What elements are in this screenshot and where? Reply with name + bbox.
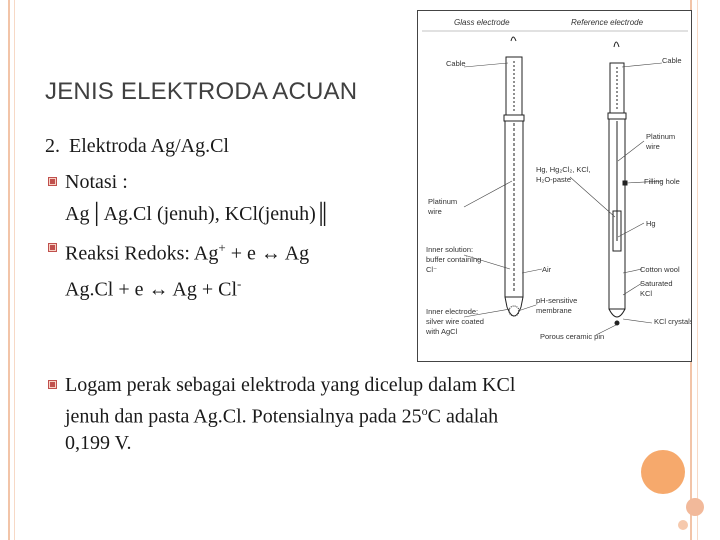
notation-label: Notasi : [65,171,128,193]
label-saturated-kcl-2: KCl [640,289,653,298]
label-inner-solution-1: Inner solution: [426,245,474,254]
description-line-2-text: jenuh dan pasta Ag.Cl. Potensialnya pada 25 [65,405,422,428]
reference-electrode [608,42,627,325]
header-reference-electrode: Reference electrode [571,18,644,27]
electrode-diagram [417,10,692,362]
bullet-marker [48,380,57,389]
glass-cable [511,37,516,41]
decor-circle-large [641,450,685,494]
electrode-diagram-svg [418,11,691,361]
redox2-superscript: - [237,276,242,291]
slide-frame-left [8,0,10,540]
label-inner-solution-3: Cl⁻ [426,265,438,274]
label-platinum-wire-right-1: Platinum [646,132,676,141]
label-platinum-wire-left-2: wire [428,207,442,216]
decor-circle-small [686,498,704,516]
label-cable-left: Cable [446,59,466,68]
ref-cable [614,42,619,47]
slide-frame-left-inner [14,0,15,540]
label-kcl-crystals: KCl crystals [654,317,691,326]
description-line-3: 0,199 V. [65,431,132,454]
label-hg: Hg [646,219,656,228]
redox-line-2 [65,272,241,302]
slide-frame-right-inner [697,0,698,540]
glass-collar [504,115,524,121]
label-saturated-kcl-1: Saturated [640,279,673,288]
item-heading [45,134,229,158]
label-platinum-wire-right-2: wire [646,142,660,151]
label-inner-electrode-3: with AgCl [426,327,458,336]
ref-tip [609,309,625,317]
label-ph-membrane-1: pH-sensitive [536,296,578,305]
redox-line [65,236,309,266]
description-line-2 [65,398,625,430]
label-hg-paste-2: H₂O-paste [536,175,572,184]
label-air: Air [542,265,552,274]
label-porous-pin: Porous ceramic pin [540,332,605,341]
label-cable-right: Cable [662,56,682,65]
label-inner-solution-2: buffer containing [426,255,482,264]
description-line-1: Logam perak sebagai elektroda yang dicelup dalam KCl [65,374,516,396]
label-platinum-wire-left-1: Platinum [428,197,458,206]
notation-value: Ag│Ag.Cl (jenuh), KCl(jenuh)║ [65,203,330,225]
item-number: 2. [45,135,60,157]
label-inner-electrode-2: silver wire coated [426,317,484,326]
label-filling-hole: Filling hole [644,177,680,186]
redox-rest: + e ↔ Ag [225,242,310,265]
glass-electrode [504,37,524,316]
decor-circle-tiny [678,520,688,530]
item-heading-text: Elektroda Ag/Ag.Cl [69,135,229,157]
label-hg-paste-1: Hg, Hg₂Cl₂, KCl, [536,165,591,174]
ref-collar [608,113,626,119]
ref-porous-pin [615,321,619,325]
label-inner-electrode-1: Inner electrode: [426,307,479,316]
label-ph-membrane-2: membrane [536,306,572,315]
redox-superscript: + [218,240,226,255]
ref-filling-hole [623,181,627,185]
description-line-2-end: C adalah [427,405,499,428]
degree-superscript: o [421,404,428,418]
slide-title: JENIS ELEKTRODA ACUAN [45,78,358,105]
label-cotton-wool: Cotton wool [640,265,680,274]
redox2-main: Ag.Cl + e ↔ Ag + Cl [65,278,238,301]
bullet-marker [48,243,57,252]
silver-electrode-description [65,372,625,456]
header-glass-electrode: Glass electrode [454,18,510,27]
leader-lines [464,63,662,335]
bullet-marker [48,177,57,186]
redox-label: Reaksi Redoks: Ag [65,242,219,265]
